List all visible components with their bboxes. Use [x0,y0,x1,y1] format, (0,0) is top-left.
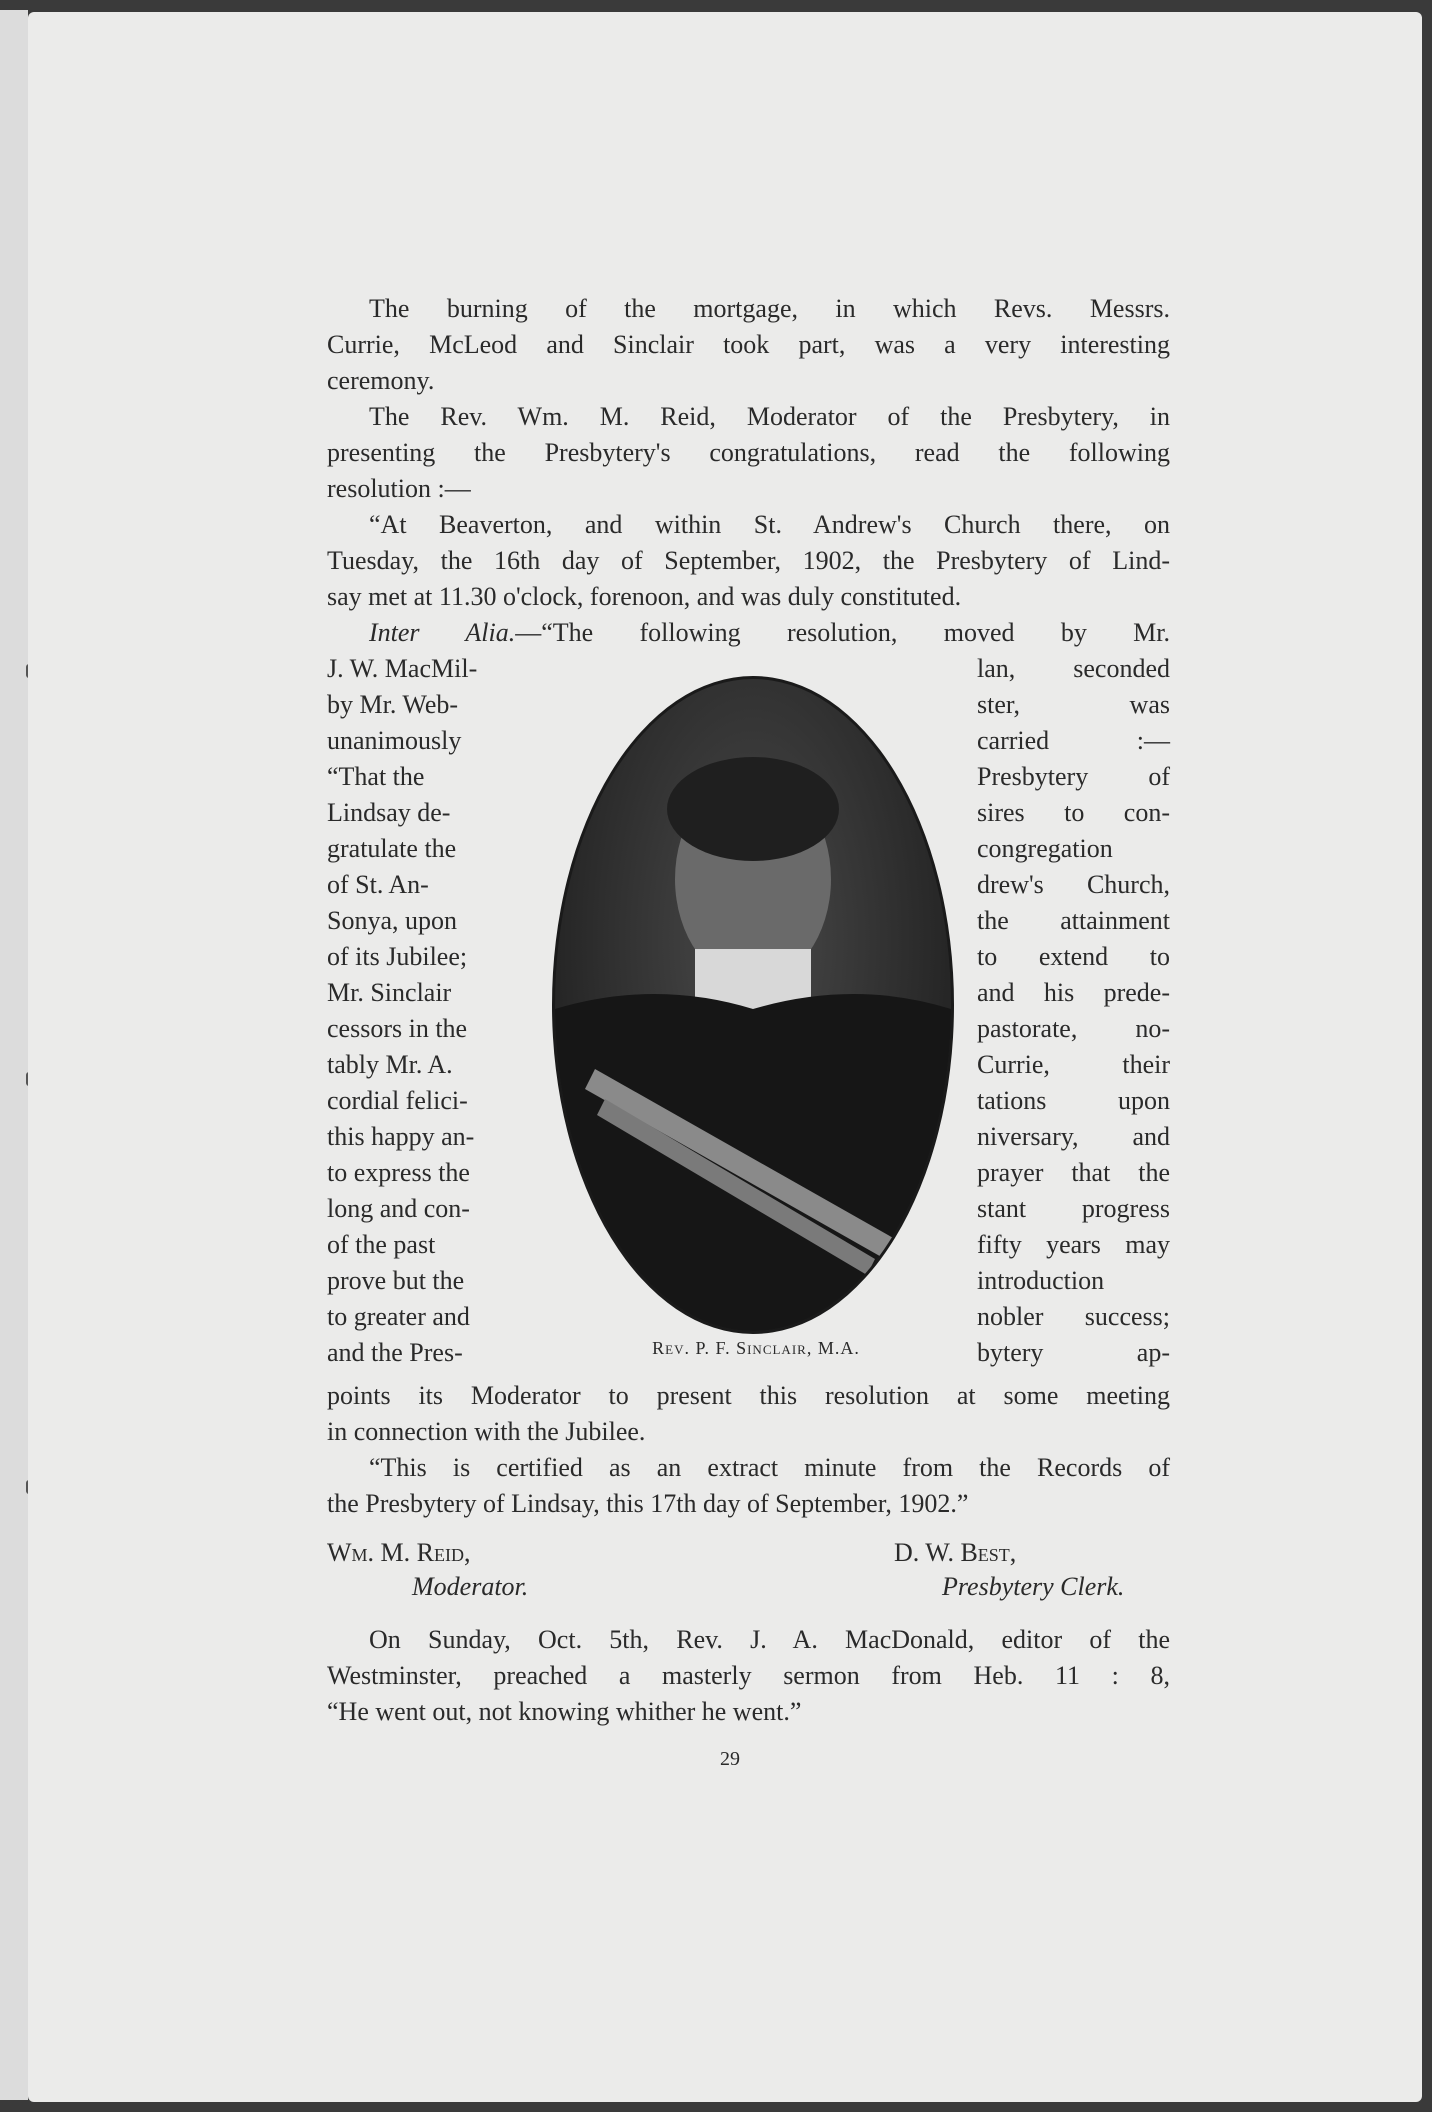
wrap-line-left: Sonya, upon [327,906,457,935]
wrap-line-right: pastorate, no- [977,1014,1170,1043]
wrap-line-right: the attainment [977,906,1170,935]
wrap-line-left: long and con- [327,1194,470,1223]
text-line: ceremony. [327,366,435,395]
wrap-line-left: of St. An- [327,870,429,899]
text-fragment: —“The following resolution, moved by Mr. [515,618,1170,647]
portrait-caption: Rev. P. F. Sinclair, M.A. [652,1338,860,1358]
text-line: “At Beaverton, and within St. Andrew's Church there, on [369,510,1170,539]
wrap-line-left: Mr. Sinclair [327,978,452,1007]
text-line: The burning of the mortgage, in which Revs. Messrs. [369,294,1170,323]
text-line: resolution :— [327,474,471,503]
wrap-line-right: tations upon [977,1086,1170,1115]
wrap-line-right: prayer that the [977,1158,1170,1187]
text-line: Currie, McLeod and Sinclair took part, was a very interesting [327,330,1170,359]
wrap-line-right: to extend to [977,942,1170,971]
wrap-line-right: lan, seconded [977,654,1170,683]
wrap-line-right: sires to con- [977,798,1170,827]
wrap-line-left: cessors in the [327,1014,468,1043]
text-line: say met at 11.30 o'clock, forenoon, and was duly constituted. [327,582,962,611]
wrap-line-left: J. W. MacMil- [327,654,478,683]
page-number: 29 [720,1748,740,1770]
wrap-line-right: fifty years may [977,1230,1170,1259]
text-line: in connection with the Jubilee. [327,1417,646,1446]
wrap-line-left: “That the [327,762,425,791]
clerk-title: Presbytery Clerk. [942,1572,1125,1601]
wrap-line-left: of the past [327,1230,436,1259]
wrap-line-right: niversary, and [977,1122,1170,1151]
wrap-line-left: cordial felici- [327,1086,468,1115]
wrap-line-left: to express the [327,1158,470,1187]
wrap-line-right: introduction [977,1266,1105,1295]
wrap-line-right: Currie, their [977,1050,1170,1079]
moderator-name: Wm. M. Reid, [327,1538,471,1567]
wrap-line-left: Lindsay de- [327,798,451,827]
wrap-line-left: this happy an- [327,1122,475,1151]
wrap-line-right: ster, was [977,690,1170,719]
wrap-line-left: unanimously [327,726,462,755]
wrap-line-right: and his prede- [977,978,1170,1007]
text-line: Tuesday, the 16th day of September, 1902, the Presbytery of Lind- [327,546,1170,575]
wrap-line-right: carried :— [977,726,1170,755]
wrap-line-right: bytery ap- [977,1338,1170,1367]
text-line: Westminster, preached a masterly sermon from Heb. 11 : 8, [327,1661,1170,1690]
wrap-line-left: to greater and [327,1302,470,1331]
wrap-line-right: nobler success; [977,1302,1170,1331]
text-line: the Presbytery of Lindsay, this 17th day of September, 1902.” [327,1489,969,1518]
portrait-photo [552,676,954,1334]
wrap-line-left: prove but the [327,1266,465,1295]
text-line: presenting the Presbytery's congratulations, read the following [327,438,1170,467]
portrait-figure [555,679,951,1331]
text-line: On Sunday, Oct. 5th, Rev. J. A. MacDonald, editor of the [369,1625,1170,1654]
facing-page-edge [0,10,28,2100]
text-line: The Rev. Wm. M. Reid, Moderator of the Presbytery, in [369,402,1170,431]
wrap-line-right: Presbytery of [977,762,1170,791]
latin-phrase: Inter Alia. [369,618,516,647]
wrap-line-left: of its Jubilee; [327,942,468,971]
wrap-line-right: congregation [977,834,1113,863]
wrap-line-right: drew's Church, [977,870,1170,899]
wrap-line-left: gratulate the [327,834,457,863]
wrap-line-left: by Mr. Web- [327,690,459,719]
text-line: “He went out, not knowing whither he went.” [327,1697,802,1726]
wrap-line-left: and the Pres- [327,1338,463,1367]
clerk-name: D. W. Best, [894,1538,1017,1567]
text-line: “This is certified as an extract minute from the Records of [369,1453,1170,1482]
moderator-title: Moderator. [412,1572,529,1601]
wrap-line-right: stant progress [977,1194,1170,1223]
wrap-line-left: tably Mr. A. [327,1050,453,1079]
text-line [327,615,1170,651]
text-line: points its Moderator to present this resolution at some meeting [327,1381,1170,1410]
